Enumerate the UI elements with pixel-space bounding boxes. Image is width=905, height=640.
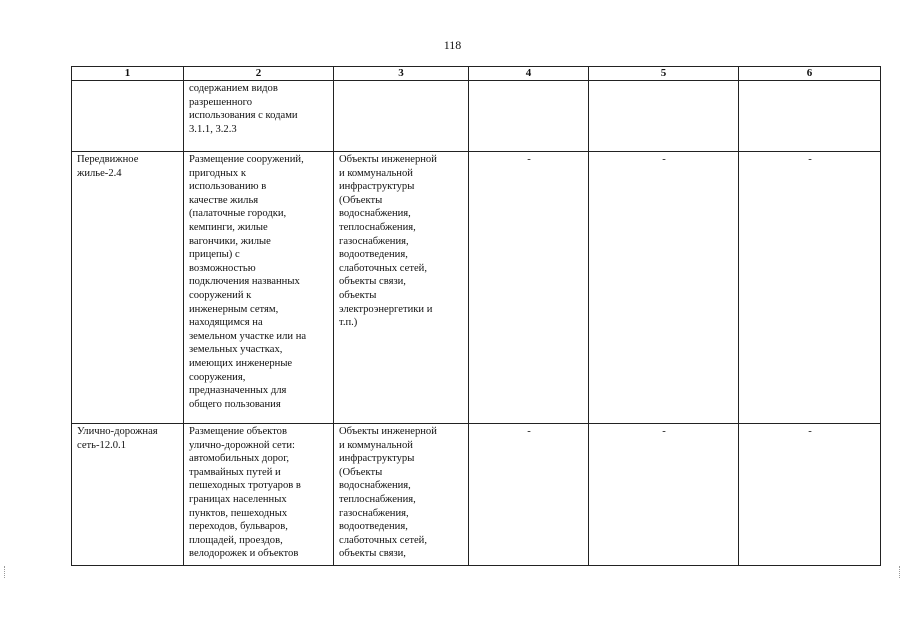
column-header-1: 1 [72, 67, 184, 81]
table-row [72, 424, 881, 566]
scan-margin-mark [899, 566, 901, 578]
page-number: 118 [443, 38, 462, 52]
table-cell: - [469, 152, 589, 424]
table-row [72, 81, 881, 152]
table-row [72, 152, 881, 424]
table-cell: Объекты инженерной и коммунальной инфраструктуры (Объекты водоснабжения, теплоснабжения, газоснабжения, водоотведения, слаботочных сетей, объекты связи, [334, 424, 469, 566]
table-cell: Размещение объектов улично-дорожной сети: автомобильных дорог, трамвайных путей и пешеходных тротуаров в границах населенных пунктов, пешеходных переходов, бульваров, площадей, проездов, велодорожек и объектов [184, 424, 334, 566]
table-cell [72, 81, 184, 152]
table-cell [334, 81, 469, 152]
table-cell: - [739, 152, 881, 424]
column-header-4: 4 [469, 67, 589, 81]
table-cell [739, 81, 881, 152]
table-cell: - [589, 152, 739, 424]
table-cell [589, 81, 739, 152]
table-cell [469, 81, 589, 152]
table-cell: Объекты инженерной и коммунальной инфраструктуры (Объекты водоснабжения, теплоснабжения, газоснабжения, водоотведения, слаботочных сетей, объекты связи, объекты электроэнергетики и т.п.) [334, 152, 469, 424]
column-header-3: 3 [334, 67, 469, 81]
table-cell: Передвижное жилье-2.4 [72, 152, 184, 424]
table-cell: содержанием видов разрешенного использования с кодами 3.1.1, 3.2.3 [184, 81, 334, 152]
table-cell: - [739, 424, 881, 566]
zoning-table [71, 66, 881, 566]
table-cell: - [469, 424, 589, 566]
table-cell: Улично-дорожная сеть-12.0.1 [72, 424, 184, 566]
table-cell: Размещение сооружений, пригодных к использованию в качестве жилья (палаточные городки, кемпинги, жилые вагончики, жилые прицепы) с возможностью подключения названных сооружений к инженерным сетям, находящимся на земельном участке или на земельных участках, имеющих инженерные сооружения, предназначенных для общего пользования [184, 152, 334, 424]
table-header-row [72, 67, 881, 81]
scan-margin-mark [4, 566, 6, 578]
column-header-6: 6 [739, 67, 881, 81]
column-header-2: 2 [184, 67, 334, 81]
table-cell: - [589, 424, 739, 566]
column-header-5: 5 [589, 67, 739, 81]
